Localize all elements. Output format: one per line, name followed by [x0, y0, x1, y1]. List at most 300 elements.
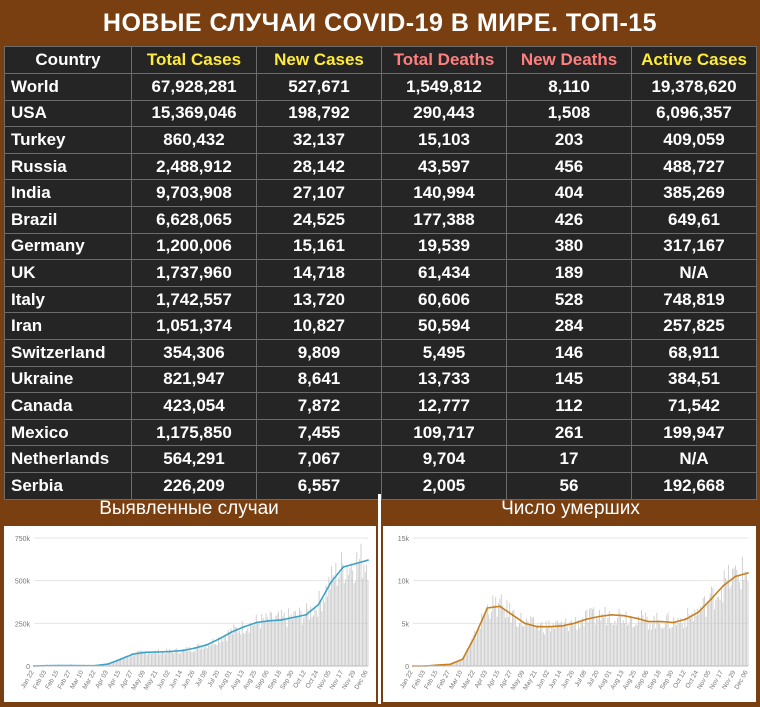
bar: [246, 631, 247, 666]
bar: [553, 623, 554, 666]
country-cell: Mexico: [5, 419, 132, 446]
bar: [347, 566, 348, 666]
country-cell: Ukraine: [5, 366, 132, 393]
data-point: [120, 658, 122, 660]
bar: [502, 605, 503, 666]
header-total-deaths: Total Deaths: [382, 47, 507, 74]
value-cell: 192,668: [632, 472, 757, 499]
bar: [210, 646, 211, 666]
data-point: [735, 576, 737, 578]
value-cell: 199,947: [632, 419, 757, 446]
bar: [738, 575, 739, 666]
bar: [291, 614, 292, 666]
x-tick-label: Apr 03: [94, 669, 110, 689]
bar: [685, 617, 686, 666]
data-point: [673, 622, 675, 624]
bar: [466, 653, 467, 666]
bar: [599, 610, 600, 666]
bar: [652, 623, 653, 666]
value-cell: 456: [507, 153, 632, 180]
bar: [157, 653, 158, 666]
bar: [554, 629, 555, 666]
bar: [356, 552, 357, 666]
bar: [327, 596, 328, 666]
bar: [739, 582, 740, 666]
value-cell: 203: [507, 127, 632, 154]
x-tick-label: Jun 14: [168, 669, 184, 690]
bar: [540, 623, 541, 666]
bar: [243, 633, 244, 666]
value-cell: 67,928,281: [132, 74, 257, 101]
bar: [151, 654, 152, 666]
table-row: [5, 127, 757, 154]
bar: [252, 625, 253, 666]
value-cell: 15,161: [257, 233, 382, 260]
value-cell: 198,792: [257, 100, 382, 127]
bar: [268, 621, 269, 666]
value-cell: 60,606: [382, 286, 507, 313]
x-tick-label: Aug 25: [242, 669, 259, 691]
bar: [478, 629, 479, 666]
bar: [323, 599, 324, 666]
x-tick-label: Oct 12: [292, 669, 308, 689]
bar: [640, 622, 641, 666]
bar: [633, 627, 634, 666]
table-body: [5, 74, 757, 500]
table-row: [5, 260, 757, 287]
bar: [205, 645, 206, 666]
bar: [621, 623, 622, 666]
bar: [264, 621, 265, 666]
bar: [647, 617, 648, 666]
value-cell: 317,167: [632, 233, 757, 260]
bar: [558, 624, 559, 666]
bar: [577, 630, 578, 666]
bar: [476, 638, 477, 666]
bar: [484, 616, 485, 666]
bar: [224, 636, 225, 666]
cases-panel-title: Выявленные случаи: [0, 494, 378, 524]
bar: [687, 608, 688, 666]
x-tick-label: Aug 01: [597, 669, 614, 691]
bar: [310, 606, 311, 666]
data-point: [305, 614, 307, 616]
bar: [648, 630, 649, 666]
bar: [225, 636, 226, 666]
y-tick-label: 10k: [398, 579, 410, 586]
value-cell: 1,175,850: [132, 419, 257, 446]
x-tick-label: Mar 22: [461, 669, 477, 690]
bar: [203, 649, 204, 666]
bar: [259, 623, 260, 666]
value-cell: 354,306: [132, 339, 257, 366]
bar: [683, 628, 684, 666]
bar: [324, 602, 325, 666]
bar: [722, 602, 723, 666]
bar: [508, 617, 509, 666]
bar: [358, 564, 359, 666]
bar: [582, 618, 583, 666]
bar: [525, 622, 526, 666]
bar: [219, 643, 220, 666]
value-cell: 145: [507, 366, 632, 393]
x-tick-label: May 09: [130, 669, 147, 691]
bar: [613, 625, 614, 666]
table-row: [5, 339, 757, 366]
bar: [240, 635, 241, 666]
bar: [635, 624, 636, 666]
x-tick-label: Jul 20: [207, 669, 222, 688]
deaths-panel-title: Число умерших: [381, 494, 760, 524]
x-tick-label: Oct 24: [305, 669, 321, 689]
data-point: [182, 650, 184, 652]
value-cell: 6,557: [257, 472, 382, 499]
bar: [518, 627, 519, 666]
x-tick-label: Nov 29: [721, 669, 738, 691]
data-point: [355, 563, 357, 565]
bar: [328, 577, 329, 666]
bar: [368, 580, 369, 666]
table-row: [5, 206, 757, 233]
bar: [282, 617, 283, 666]
header-total-cases: Total Cases: [132, 47, 257, 74]
x-tick-label: May 09: [510, 669, 527, 691]
data-point: [462, 658, 464, 660]
header-active-cases: Active Cases: [632, 47, 757, 74]
x-tick-label: Sep 30: [659, 669, 676, 691]
value-cell: 380: [507, 233, 632, 260]
bar: [697, 609, 698, 666]
x-tick-label: Apr 27: [498, 669, 514, 689]
header-new-deaths: New Deaths: [507, 47, 632, 74]
bar: [593, 607, 594, 666]
value-cell: 860,432: [132, 127, 257, 154]
bar: [529, 625, 530, 666]
bar: [178, 652, 179, 666]
bar: [150, 653, 151, 666]
bar: [672, 627, 673, 666]
value-cell: 189: [507, 260, 632, 287]
bar: [514, 610, 515, 666]
data-point: [697, 611, 699, 613]
bar: [337, 586, 338, 666]
deaths-chart: [383, 526, 756, 702]
x-tick-label: Oct 24: [684, 669, 700, 689]
value-cell: 8,110: [507, 74, 632, 101]
value-cell: 384,51: [632, 366, 757, 393]
bar: [122, 659, 123, 666]
x-tick-label: Feb 15: [423, 669, 439, 690]
bar: [707, 601, 708, 666]
bar: [570, 622, 571, 666]
x-tick-label: Oct 12: [672, 669, 688, 689]
bar: [714, 609, 715, 666]
country-cell: World: [5, 74, 132, 101]
value-cell: 385,269: [632, 180, 757, 207]
bar: [732, 569, 733, 666]
bar: [721, 588, 722, 666]
x-tick-label: Mar 10: [69, 669, 85, 690]
x-tick-label: Apr 27: [119, 669, 135, 689]
bar: [127, 656, 128, 666]
y-tick-label: 500k: [15, 579, 31, 586]
bar: [546, 621, 547, 666]
bar: [344, 583, 345, 666]
data-point: [747, 572, 749, 574]
bar: [516, 626, 517, 666]
bar: [536, 627, 537, 666]
value-cell: 68,911: [632, 339, 757, 366]
bar: [607, 618, 608, 666]
bar: [526, 619, 527, 666]
x-tick-label: Nov 17: [709, 669, 726, 691]
bar: [249, 633, 250, 666]
stats-table: [4, 46, 757, 500]
bar: [190, 651, 191, 666]
bar: [568, 631, 569, 666]
bar: [584, 626, 585, 666]
bar: [665, 623, 666, 666]
data-point: [648, 621, 650, 623]
bar: [313, 615, 314, 666]
x-tick-label: Sep 06: [254, 669, 271, 691]
value-cell: 43,597: [382, 153, 507, 180]
bar: [173, 653, 174, 666]
value-cell: 32,137: [257, 127, 382, 154]
data-point: [499, 605, 501, 607]
bar: [610, 623, 611, 666]
value-cell: 1,508: [507, 100, 632, 127]
bar: [701, 609, 702, 666]
bar: [530, 616, 531, 666]
value-cell: 1,051,374: [132, 313, 257, 340]
bar: [273, 622, 274, 666]
x-tick-label: Nov 29: [341, 669, 358, 691]
table-row: [5, 233, 757, 260]
value-cell: 9,703,908: [132, 180, 257, 207]
bar: [620, 614, 621, 666]
table-header-row: [5, 47, 757, 74]
data-point: [474, 635, 476, 637]
bar: [595, 624, 596, 666]
bar: [316, 610, 317, 666]
data-point: [293, 616, 295, 618]
bar: [214, 645, 215, 666]
bar: [480, 629, 481, 666]
value-cell: 5,495: [382, 339, 507, 366]
bar: [662, 629, 663, 666]
data-point: [685, 618, 687, 620]
bar: [191, 652, 192, 666]
bar: [317, 617, 318, 666]
data-point: [536, 626, 538, 628]
value-cell: 2,005: [382, 472, 507, 499]
value-cell: 748,819: [632, 286, 757, 313]
data-point: [169, 651, 171, 653]
bar: [519, 623, 520, 666]
table-row: [5, 100, 757, 127]
value-cell: 71,542: [632, 393, 757, 420]
value-cell: 426: [507, 206, 632, 233]
bar: [628, 624, 629, 666]
value-cell: 6,096,357: [632, 100, 757, 127]
bar: [211, 644, 212, 666]
x-tick-label: May 21: [143, 669, 160, 691]
bar: [666, 615, 667, 666]
bar: [284, 612, 285, 666]
table-row: [5, 393, 757, 420]
bar: [528, 621, 529, 666]
bar: [161, 653, 162, 666]
country-cell: Russia: [5, 153, 132, 180]
x-tick-label: Jul 20: [586, 669, 601, 688]
bar: [658, 620, 659, 666]
value-cell: 7,067: [257, 446, 382, 473]
table-row: [5, 446, 757, 473]
bar: [556, 622, 557, 666]
table-row: [5, 153, 757, 180]
bar: [745, 571, 746, 666]
bar: [656, 613, 657, 666]
data-point: [449, 663, 451, 665]
value-cell: 527,671: [257, 74, 382, 101]
data-point: [330, 581, 332, 583]
bar: [544, 634, 545, 666]
bar: [661, 628, 662, 666]
table-row: [5, 286, 757, 313]
bar: [572, 624, 573, 666]
bar: [342, 564, 343, 666]
bar: [498, 603, 499, 666]
bar: [200, 649, 201, 666]
bar: [533, 617, 534, 666]
bar: [551, 627, 552, 666]
bar: [289, 617, 290, 666]
bar: [505, 618, 506, 666]
data-point: [132, 653, 134, 655]
value-cell: 19,539: [382, 233, 507, 260]
value-cell: 226,209: [132, 472, 257, 499]
x-tick-label: Sep 30: [279, 669, 296, 691]
bar: [617, 618, 618, 666]
value-cell: 488,727: [632, 153, 757, 180]
bar: [715, 599, 716, 666]
x-tick-label: Jun 26: [181, 669, 197, 690]
bar: [588, 622, 589, 666]
bar: [609, 611, 610, 666]
bar: [154, 651, 155, 666]
data-point: [635, 617, 637, 619]
bar: [708, 603, 709, 666]
bar: [522, 625, 523, 666]
country-cell: Canada: [5, 393, 132, 420]
bar: [492, 596, 493, 666]
bar: [130, 656, 131, 666]
bar: [543, 632, 544, 666]
bar: [179, 654, 180, 666]
bar: [564, 622, 565, 666]
data-point: [549, 626, 551, 628]
bar: [238, 633, 239, 666]
data-point: [722, 585, 724, 587]
bar: [354, 583, 355, 666]
data-point: [561, 625, 563, 627]
bar: [638, 616, 639, 666]
value-cell: 409,059: [632, 127, 757, 154]
bar: [355, 582, 356, 666]
bar: [133, 656, 134, 666]
header-country: Country: [5, 47, 132, 74]
bar: [298, 617, 299, 666]
bar: [250, 622, 251, 666]
cases-chart: [4, 526, 376, 702]
page-title: НОВЫЕ СЛУЧАИ COVID-19 В МИРЕ. ТОП-15: [0, 0, 760, 46]
country-cell: Serbia: [5, 472, 132, 499]
value-cell: 13,720: [257, 286, 382, 313]
bar: [129, 657, 130, 666]
bar: [485, 608, 486, 666]
bar: [634, 627, 635, 666]
bar: [598, 619, 599, 666]
bar: [338, 578, 339, 666]
value-cell: 146: [507, 339, 632, 366]
bar: [589, 609, 590, 666]
bar: [692, 613, 693, 666]
bar: [326, 585, 327, 666]
bar: [626, 611, 627, 666]
bar: [725, 578, 726, 666]
x-tick-label: Apr 15: [107, 669, 123, 689]
bar: [735, 566, 736, 666]
bar: [185, 649, 186, 666]
x-tick-label: Feb 03: [32, 669, 48, 690]
x-tick-label: May 21: [522, 669, 539, 691]
bar: [263, 618, 264, 666]
bar: [627, 626, 628, 666]
y-tick-label: 0: [405, 664, 409, 671]
bar: [571, 621, 572, 666]
bar: [729, 588, 730, 666]
bar: [306, 603, 307, 666]
bar: [606, 625, 607, 666]
bar: [309, 619, 310, 666]
bar: [673, 617, 674, 666]
x-tick-label: Sep 18: [646, 669, 663, 691]
bar: [296, 616, 297, 666]
value-cell: 19,378,620: [632, 74, 757, 101]
bar: [253, 625, 254, 666]
value-cell: 50,594: [382, 313, 507, 340]
value-cell: 12,777: [382, 393, 507, 420]
bar: [228, 630, 229, 666]
bar: [614, 621, 615, 666]
bar: [183, 649, 184, 666]
value-cell: 1,737,960: [132, 260, 257, 287]
value-cell: 423,054: [132, 393, 257, 420]
bar: [550, 631, 551, 666]
bar: [706, 617, 707, 666]
bar: [217, 645, 218, 666]
value-cell: 1,742,557: [132, 286, 257, 313]
bar: [307, 609, 308, 666]
x-tick-label: Sep 18: [267, 669, 284, 691]
country-cell: India: [5, 180, 132, 207]
bar: [352, 571, 353, 666]
x-tick-label: Feb 27: [57, 669, 73, 690]
bar: [624, 623, 625, 666]
bar: [295, 611, 296, 666]
bar: [700, 606, 701, 666]
